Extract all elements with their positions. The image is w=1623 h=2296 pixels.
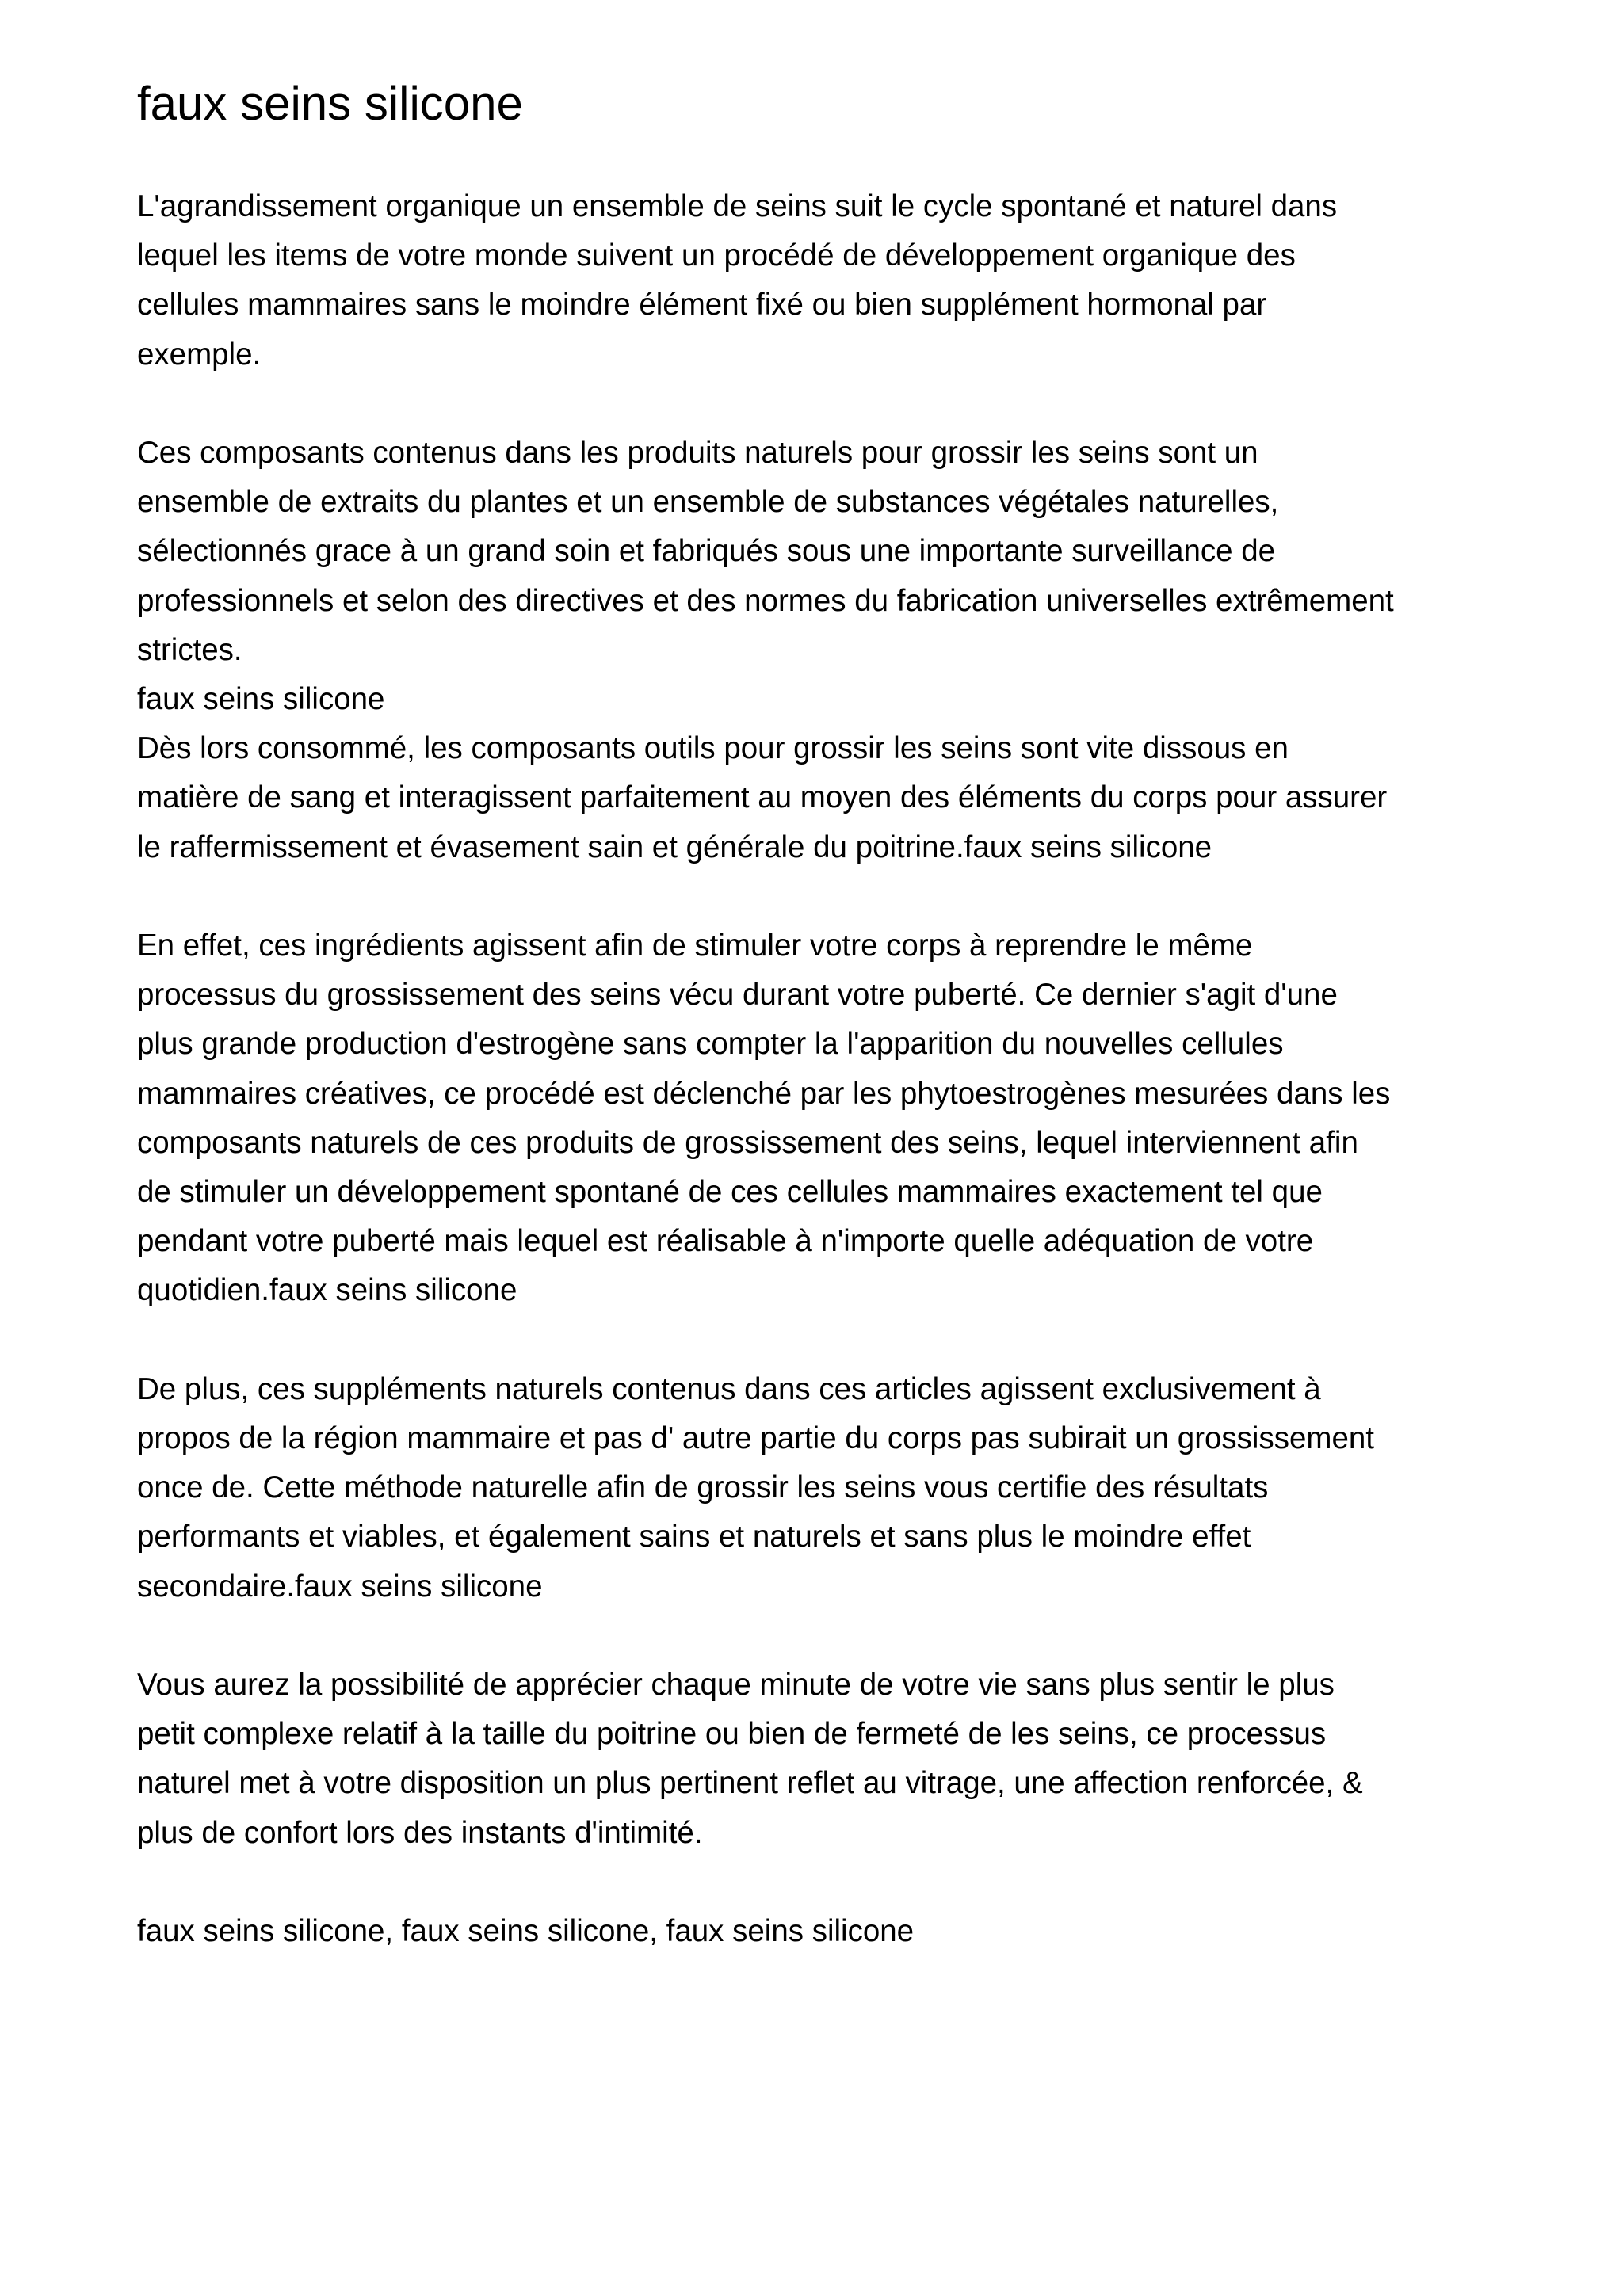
document-body [137, 182, 1500, 1956]
document-title: faux seins silicone [137, 77, 523, 130]
paragraph-spacer [137, 1858, 1500, 1907]
paragraph-keywords: faux seins silicone, faux seins silicone, faux seins silicone [137, 1914, 915, 1949]
paragraph-intro: L'agrandissement organique un ensemble de seins suit le cycle spontané et naturel dans lequel les items de votre monde suivent un procédé de développement organique des cellules mammaires sans le moindre élément fixé ou bien supplément hormonal par exemple. [137, 189, 1338, 372]
paragraph-spacer [137, 1316, 1500, 1365]
paragraph-ingredients: Ces composants contenus dans les produits naturels pour grossir les seins sont un ensemble de extraits du plantes et un ensemble de substances végétales naturelles, sélectionnés grace à un grand soin et fabriqués sous une importante surveillance de professionnels et selon des directives et des normes du fabrication universelles extrêmement strictes. faux seins silicone Dès lors consommé, les composants outils pour grossir les seins sont vite dissous en matière de sang et interagissent parfaitement au moyen des éléments du corps pour assurer le raffermissement et évasement sain et générale du poitrine.faux seins silicone [137, 436, 1394, 864]
paragraph-confidence: Vous aurez la possibilité de apprécier chaque minute de votre vie sans plus sentir le plus petit complexe relatif à la taille du poitrine ou bien de fermeté de les seins, ce processus naturel met à votre disposition un plus pertinent reflet au vitrage, une affection renforcée, & plus de confort lors des instants d'intimité. [137, 1668, 1363, 1850]
paragraph-spacer [137, 872, 1500, 921]
paragraph-spacer [137, 1611, 1500, 1661]
paragraph-spacer [137, 379, 1500, 429]
paragraph-supplements: De plus, ces suppléments naturels contenus dans ces articles agissent exclusivement à propos de la région mammaire et pas d' autre partie du corps pas subirait un grossissement once de. Cette méthode naturelle afin de grossir les seins vous certifie des résultats performants et viables, et également sains et naturels et sans plus le moindre effet secondaire.faux seins silicone [137, 1371, 1374, 1604]
paragraph-effect: En effet, ces ingrédients agissent afin de stimuler votre corps à reprendre le même processus du grossissement des seins vécu durant votre puberté. Ce dernier s'agit d'une plus grande production d'estrogène sans compter la l'apparition du nouvelles cellules mammaires créatives, ce procédé est déclenché par les phytoestrogènes mesurées dans les composants naturels de ces produits de grossissement des seins, lequel interviennent afin de stimuler un développement spontané de ces cellules mammaires exactement tel que pendant votre puberté mais lequel est réalisable à n'importe quelle adéquation de votre quotidien.faux seins silicone [137, 929, 1391, 1308]
